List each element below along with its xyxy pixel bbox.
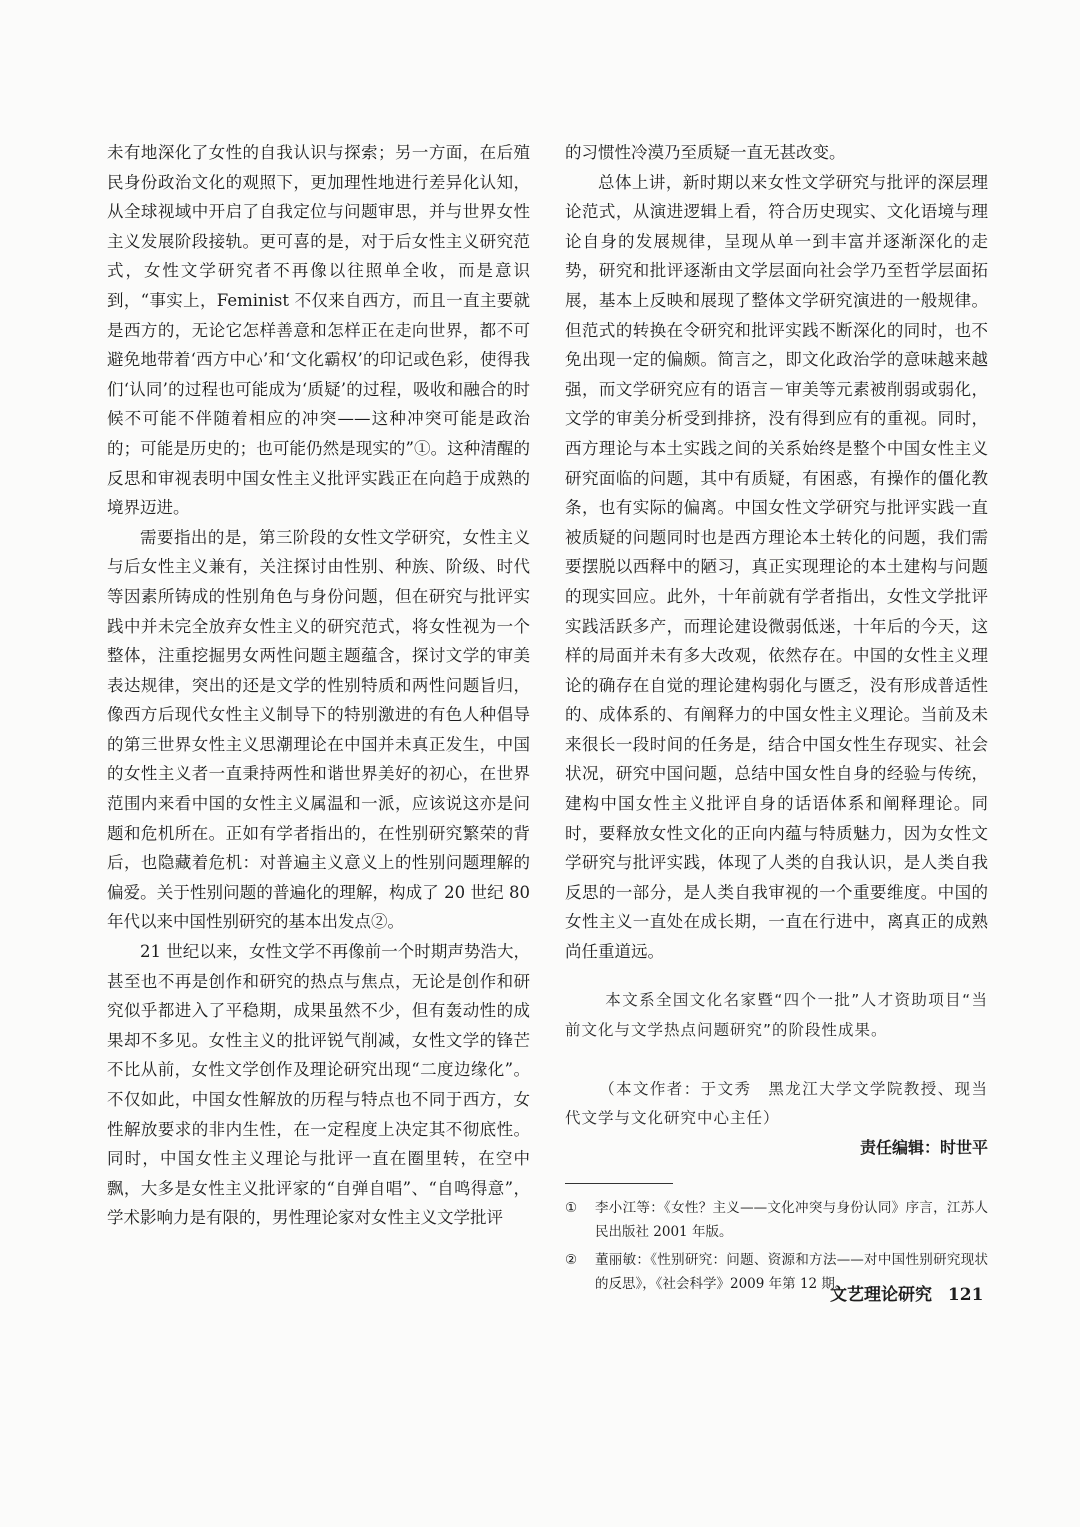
right-column bbox=[565, 138, 988, 1300]
body-paragraph: 需要指出的是，第三阶段的女性文学研究，女性主义与后女性主义兼有，关注探讨由性别、种族、阶级、时代等因素所铸成的性别角色与身份问题，但在研究与批评实践中并未完全放弃女性主义的研究范式，将女性视为一个整体，注重挖掘男女两性问题主题蕴含，探讨文学的审美表达规律，突出的还是文学的性别特质和两性问题旨归，像西方后现代女性主义制导下的特别激进的有色人种倡导的第三世界女性主义思潮理论在中国并未真正发生，中国的女性主义者一直秉持两性和谐世界美好的初心，在世界范围内来看中国的女性主义属温和一派，应该说这亦是问题和危机所在。正如有学者指出的，在性别研究繁荣的背后，也隐藏着危机：对普遍主义意义上的性别问题理解的偏爱。关于性别问题的普遍化的理解，构成了 20 世纪 80 年代以来中国性别研究的基本出发点②。 bbox=[107, 527, 530, 932]
running-footer bbox=[830, 1280, 983, 1305]
footnote-mark: ② bbox=[565, 1251, 578, 1268]
body-paragraph: 的习惯性冷漠乃至质疑一直无甚改变。 bbox=[565, 143, 846, 162]
footnote bbox=[565, 1196, 988, 1244]
responsible-editor: 责任编辑：时世平 bbox=[859, 1137, 988, 1157]
footnote-text: 董丽敏：《性别研究：问题、资源和方法——对中国性别研究现状的反思》，《社会科学》2009 年第 12 期。 bbox=[595, 1251, 988, 1292]
funding-note: 本文系全国文化名家暨“四个一批”人才资助项目“当前文化与文学热点问题研究”的阶段性成果。 bbox=[565, 990, 988, 1039]
body-paragraph: 未有地深化了女性的自我认识与探索；另一方面，在后殖民身份政治文化的观照下，更加理性地进行差异化认知，从全球视域中开启了自我定位与问题审思，并与世界女性主义发展阶段接轨。更可喜的是，对于后女性主义研究范式，女性文学研究者不再像以往照单全收，而是意识到，“事实上，Feminist 不仅来自西方，而且一直主要就是西方的，无论它怎样善意和怎样正在走向世界，都不可避免地带着‘西方中心’和‘文化霸权’的印记或色彩，使得我们‘认同’的过程也可能成为‘质疑’的过程，吸收和融合的时候不可能不伴随着相应的冲突——这种冲突可能是政治的；可能是历史的；也可能仍然是现实的”①。这种清醒的反思和审视表明中国女性主义批评实践正在向趋于成熟的境界迈进。 bbox=[107, 143, 530, 518]
journal-name: 文艺理论研究 bbox=[830, 1285, 932, 1305]
body-paragraph: 21 世纪以来，女性文学不再像前一个时期声势浩大，甚至也不再是创作和研究的热点与焦点，无论是创作和研究似乎都进入了平稳期，成果虽然不少，但有轰动性的成果却不多见。女性主义的批评锐气削减，女性文学的锋芒不比从前，女性文学创作及理论研究出现“二度边缘化”。不仅如此，中国女性解放的历程与特点也不同于西方，女性解放要求的非内生性，在一定程度上决定其不彻底性。同时，中国女性主义理论与批评一直在圈里转，在空中飘，大多是女性主义批评家的“自弹自唱”、“自鸣得意”，学术影响力是有限的，男性理论家对女性主义文学批评 bbox=[107, 942, 530, 1228]
body-paragraph: 总体上讲，新时期以来女性文学研究与批评的深层理论范式，从演进逻辑上看，符合历史现实、文化语境与理论自身的发展规律，呈现从单一到丰富并逐渐深化的走势，研究和批评逐渐由文学层面向社会学乃至哲学层面拓展，基本上反映和展现了整体文学研究演进的一般规律。但范式的转换在令研究和批评实践不断深化的同时，也不免出现一定的偏颇。简言之，即文化政治学的意味越来越强，而文学研究应有的语言－审美等元素被削弱或弱化，文学的审美分析受到排挤，没有得到应有的重视。同时，西方理论与本土实践之间的关系始终是整个中国女性主义研究面临的问题，其中有质疑，有困惑，有操作的僵化教条，也有实际的偏离。中国女性文学研究与批评实践一直被质疑的问题同时也是西方理论本土转化的问题，我们需要摆脱以西释中的陋习，真正实现理论的本土建构与问题的现实回应。此外，十年前就有学者指出，女性文学批评实践活跃多产，而理论建设微弱低迷，十年后的今天，这样的局面并未有多大改观，依然存在。中国的女性主义理论的确存在自觉的理论建构弱化与匮乏，没有形成普适性的、成体系的、有阐释力的中国女性主义理论。当前及未来很长一段时间的任务是，结合中国女性生存现实、社会状况，研究中国问题，总结中国女性自身的经验与传统，建构中国女性主义批评自身的话语体系和阐释理论。同时，要释放女性文化的正向内蕴与特质魅力，因为女性文学研究与批评实践，体现了人类的自我认识，是人类自我反思的一部分，是人类自我审视的一个重要维度。中国的女性主义一直处在成长期，一直在行进中，离真正的成熟尚任重道远。 bbox=[565, 172, 988, 962]
footnote-text: 李小江等：《女性？主义——文化冲突与身份认同》序言，江苏人民出版社 2001 年版。 bbox=[595, 1199, 988, 1240]
footnote-divider bbox=[565, 1183, 673, 1184]
page-number: 121 bbox=[947, 1285, 984, 1305]
left-column bbox=[107, 138, 530, 1233]
footnote-mark: ① bbox=[565, 1199, 578, 1216]
author-note: （本文作者：于文秀 黑龙江大学文学院教授、现当代文学与文化研究中心主任） bbox=[565, 1079, 988, 1127]
